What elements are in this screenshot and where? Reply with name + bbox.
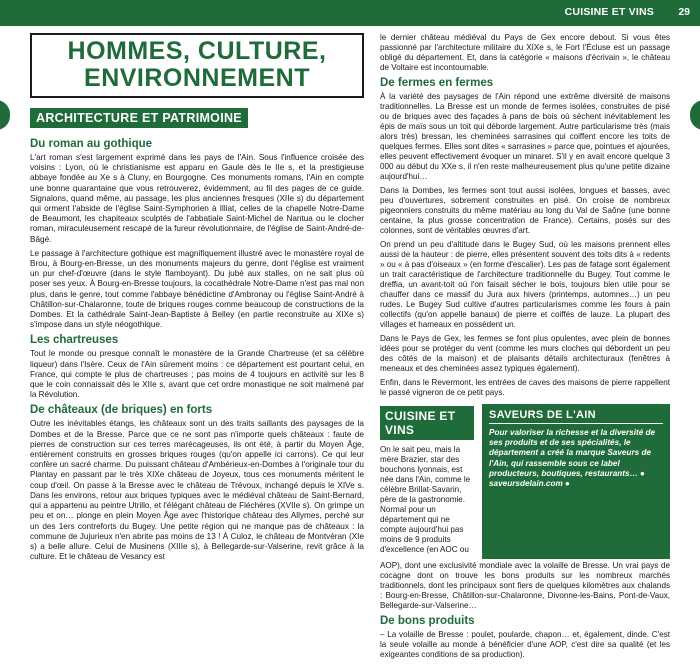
paragraph: AOP), dont une exclusivité mondiale avec la volaille de Bresse. Un vrai pays de cocagne dont on trouve les bons produits sur les nombreux marchés traditionnels, dont les principaux sont fiers de quelques kilomètres aux chalands : Bourg-en-Bresse, Châtillon-sur-Chalaronne, Divonne-les-Bains, Pont-de-Vaux, Bellegarde-sur-Valserine… (380, 561, 670, 610)
heading-chartreuses: Les chartreuses (30, 334, 119, 347)
right-column (380, 33, 670, 664)
chapter-title-line-2: ENVIRONNEMENT (84, 64, 310, 92)
saveurs-title: SAVEURS DE L'AIN (489, 409, 663, 424)
paragraph: On prend un peu d'altitude dans le Bugey Sud, où les maisons prennent elles aussi de la hauteur : de pierre, elles présentent souvent des toits dits à « redents » ou « à pas d'oiseaux » (en forme d'escalier). Les pas de fatage sont également un trait caractéristique de l'architecture traditionnelle du Bugey. Tout comme le dreffia, un avant-toit où l'on faisait sécher le bois, toujours bien utile pour se chauffer dans ce massif du Jura aux hivers (printemps, automnes…) un peu rudes. Le Bugey Sud cultive d'autres particularismes comme les fours à pain collectifs (qu'on appelle banaux) de pierre et coiffés de lauze. La plupart des villages et hameaux en possèdent un. (380, 240, 670, 329)
heading-chateaux: De châteaux (de briques) en forts (30, 404, 213, 417)
paragraph: Outre les inévitables étangs, les châteaux sont un des traits saillants des paysages de la Dombes et de la Bresse. Parce que ce ne sont pas n'importe quels châteaux : faute de pierres de construction sur ces terres marécageuses, ils ont été, à partir du Moyen Âge, entièrement construits en grosses briques rouges (qu'on appelle ici carrons). Ce qui leur confère un sacré charme. Du puissant château d'Ambérieux-en-Dombes à l'originale tour du Plantay en passant par le très XIXe château de Joyeux, tous ces monuments méritent le coup d'œil. On passe à la Bresse avec le château de Trévoux, inchangé depuis le XIVe s. Dans les environs, retour aux briques typiques avec le médiéval château de Saint-Bernard, qui a appartenu au peintre Utrillo, et l'élégant château de Fléchères (XVIIe s). On grimpe un peu et on… plonge en plein Moyen Âge avec l'historique château des Allymes, perché sur un des 1ers contreforts du Bugey. Une petite région qui ne manque pas de châteaux : la commune de Jujurieux n'en abrite pas moins de 13 ! À Culoz, le château de Montvéran (XIe s) a belle allure. Celui de Musinens (XIIIe s), à Bellegarde-sur-Valserine, revit grâce à la culture. Et le château de Vesancy est (30, 419, 364, 562)
top-bar (0, 0, 700, 26)
heading-fermes: De fermes en fermes (380, 77, 494, 89)
paragraph-continued: le dernier château médiéval du Pays de Gex encore debout. Si vous êtes passionné par l'architecture militaire du XIXe s, le Fort l'Écluse est un passage obligé du département. Et, dans la catégorie « maisons d'écrivain », le château de Voltaire est incontournable. (380, 33, 670, 72)
running-header: CUISINE ET VINS (564, 6, 654, 18)
paragraph: – La volaille de Bresse : poulet, poularde, chapon… et, également, dinde. C'est la seule volaille au monde à bénéficier d'une AOP, c'est dire sa qualité (et les exigeantes conditions de sa production). (380, 630, 670, 659)
cuisine-continued (380, 561, 670, 611)
section-band-cuisine: CUISINE ET VINS (380, 406, 474, 440)
heading-roman-gothique: Du roman au gothique (30, 138, 153, 150)
saveurs-text: Pour valoriser la richesse et la diversité de ses produits et de ses spécialités, le département a créé la marque Saveurs de l'Ain, qui rassemble sous ce label producteurs, boutiques, restaurants… ● saveursdelain.com ● (489, 428, 656, 489)
right-thumb-tab (690, 100, 700, 130)
section-band-architecture: ARCHITECTURE ET PATRIMOINE (30, 108, 248, 128)
page-number: 29 (678, 6, 690, 18)
paragraph: Le passage à l'architecture gothique est magnifiquement illustré avec le monastère royal de Brou, à Bourg-en-Bresse, un des monuments majeurs du genre, dont l'église est vraiment un pur chef-d'œuvre (dans le style flamboyant). Du jubé aux stalles, on ne sait plus où poser ses yeux. À Bourg-en-Bresse toujours, la cocathédrale Notre-Dame n'est pas mal non plus, dans le genre, tout comme l'abbaye bénédictine d'Ambronay ou l'église Saint-André à Châtillon-sur-Chalaronne, toute de briques rouges comme beaucoup de constructions de la Dombes. Et la cathédrale Saint-Jean-Baptiste à Belley (en partie reconstruite au XIXe s) s'impose dans un style néogothique. (30, 248, 364, 330)
paragraph: Enfin, dans le Revermont, les entrées de caves des maisons de pierre rappellent le passé vigneron de ce petit pays. (380, 378, 670, 397)
left-column (30, 33, 364, 566)
chapter-title (30, 33, 364, 98)
cuisine-split (380, 404, 670, 559)
left-thumb-tab (0, 100, 10, 130)
heading-bons-produits: De bons produits (380, 615, 475, 627)
paragraph: À la variété des paysages de l'Ain répond une extrême diversité de maisons traditionnelles. La Bresse est un monde de fermes isolées, construites de pisé ou de briques avec des façades à pans de bois où sèchent inévitablement les épis de maïs sous un toit qui déborde largement. Autre particularisme très (mais alors très) bressan, les cheminées sarrasines qui coiffent encore les toits de quelques fermes. Elles sont dites « sarrasines » parce que, pointues et ajourées, elles peuvent effectivement évoquer un minaret. S'il y en avait encore quelque 3 000 au début du XXe s, il n'en reste malheureusement plus qu'une petite dizaine aujourd'hui… (380, 92, 670, 181)
paragraph: On le sait peu, mais la mère Brazier, star des bouchons lyonnais, est née dans l'Ain, comme le célèbre Brillat-Savarin, père de la gastronomie. Normal pour un département qui ne compte aujourd'hui pas moins de 9 produits d'excellence (en AOC ou (380, 445, 471, 554)
paragraph: Tout le monde ou presque connaît le monastère de la Grande Chartreuse (et sa célèbre liqueur) dans l'Isère. Ceux de l'Ain sûrement moins : ce département est pourtant celui, en France, qui compte le plus de chartreuses ; pas moins de 4 toujours en activité sur les 8 que le coin connaissait dès le XIIe s, avant que cet ordre monastique ne soit malmené par la Révolution. (30, 349, 364, 400)
paragraph: Dans le Pays de Gex, les fermes se font plus opulentes, avec plein de bonnes idées pour se protéger du vent (comme les murs cloches qui débordent un peu des côtés de la maison) et de plaisants détails architecturaux (fenêtres à meneaux et des cheminées assez typiques également). (380, 334, 670, 373)
paragraph: L'art roman s'est largement exprimé dans les pays de l'Ain. Sous l'influence croisée des voisins : Lyon, où le christianisme est apparu en Gaule dès le IIe s, et la prestigieuse abbaye fondée au Xe s à Cluny, en Bourgogne. Ces monuments romans, l'Ain en compte une bonne quarantaine que vous retrouverez, évidemment, au fil des pages de ce guide. Signalons, quand même, au passage, les plus anciennes fresques (XIIe s) du département qui orment l'abside de l'église Saint-Symphorien à Illiat, celles de la chapelle Notre-Dame de Beaumont, les chapiteaux sculptés de l'abbatiale Saint-Michel de Nantua ou le clocher roman, miraculeusement rescapé de la fureur révolutionnaire, de l'église de Saint-André-de-Bâgé. (30, 153, 364, 244)
saveurs-box (482, 404, 670, 559)
cuisine-intro (380, 404, 474, 559)
chapter-title-line-1: HOMMES, CULTURE, (67, 37, 327, 65)
paragraph: Dans la Dombes, les fermes sont tout aussi isolées, longues et basses, avec peu d'ouvertures, sobrement construites en pisé. On croise de nombreux pigeonniers construits du même matériau au long du Val de Saône (une bonne centaine, la plus grosse concentration de France). Certains, posés sur des colonnes, sont de véritables œuvres d'art. (380, 186, 670, 235)
